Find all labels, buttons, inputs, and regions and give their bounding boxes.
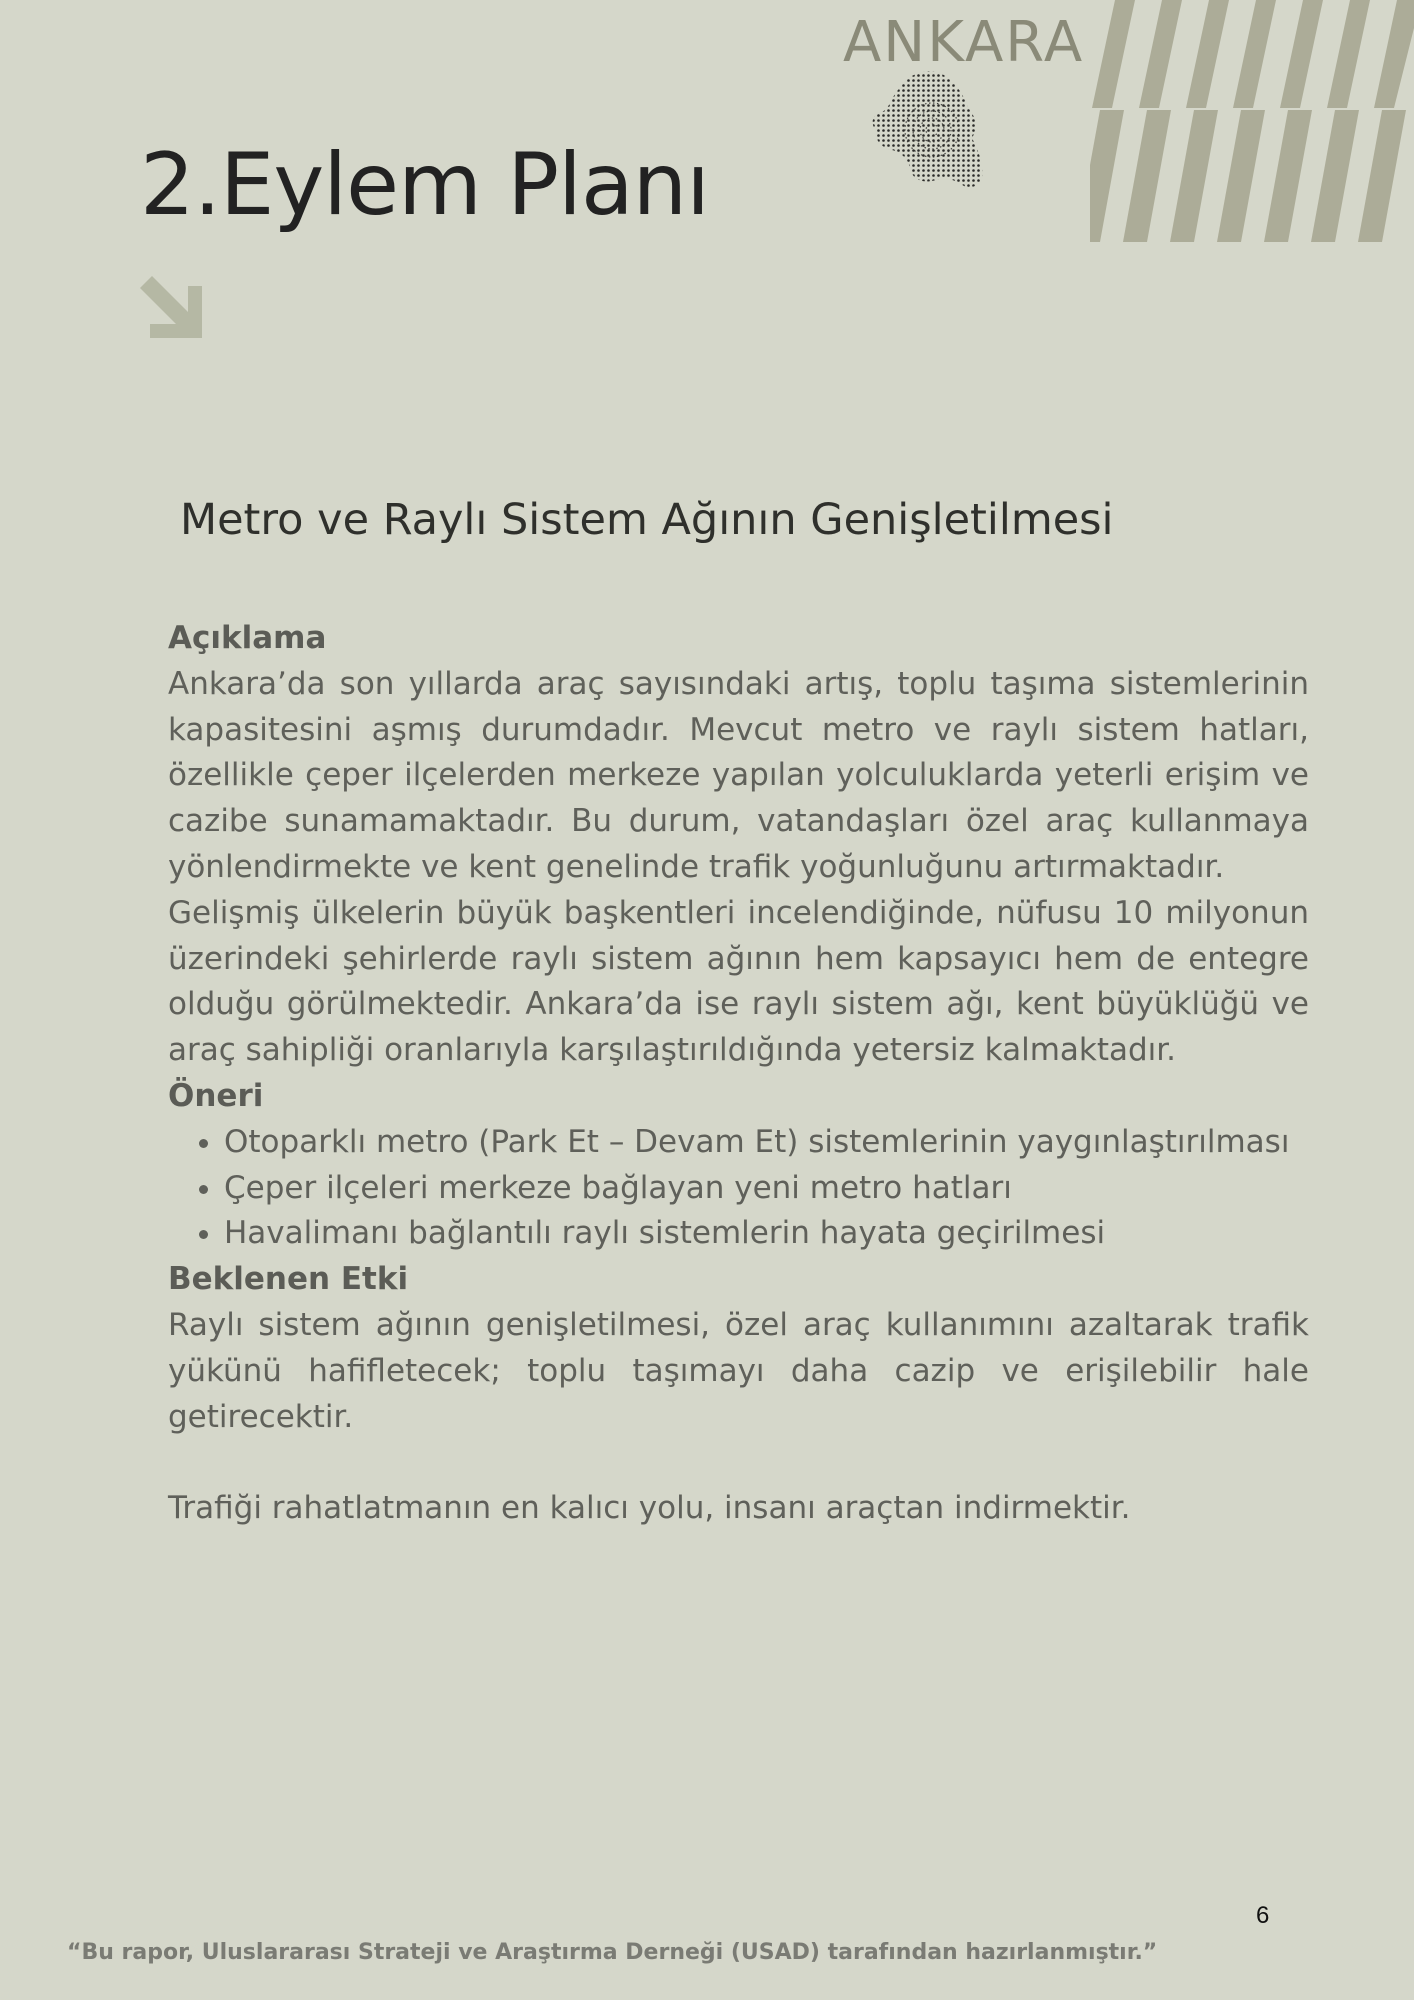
arrow-down-right-icon [140,276,206,342]
proposal-list [168,1120,1309,1257]
proposal-item: • Havalimanı bağlantılı raylı sistemlerin hayata geçirilmesi [224,1211,1309,1257]
description-heading: Açıklama [168,620,327,656]
proposal-item: • Otoparklı metro (Park Et – Devam Et) sistemlerinin yaygınlaştırılması [224,1120,1309,1166]
closing-line: Trafiği rahatlatmanın en kalıcı yolu, insanı araçtan indirmektir. [168,1490,1131,1527]
description-paragraph-2: Gelişmiş ülkelerin büyük başkentleri incelendiğinde, nüfusu 10 milyonun üzerindeki şehirlerde raylı sistem ağının hem kapsayıcı hem de entegre olduğu görülmektedir. Ankara’da ise raylı sistem ağı, kent büyüklüğü ve araç sahipliği oranlarıyla karşılaştırıldığında yetersiz kalmaktadır. [168,894,1309,1069]
footer-note: “Bu rapor, Uluslararası Strateji ve Araştırma Derneği (USAD) tarafından hazırlanmıştır.” [67,1940,1158,1965]
brand-wordmark: ANKARA [843,10,1085,75]
article-title: Metro ve Raylı Sistem Ağının Genişletilmesi [180,495,1114,545]
section-title: 2.Eylem Planı [140,135,710,235]
impact-paragraph: Raylı sistem ağının genişletilmesi, özel araç kullanımını azaltarak trafik yükünü hafifletecek; toplu taşımayı daha cazip ve erişilebilir hale getirecektir. [168,1306,1309,1435]
decorative-stripes [1090,0,1414,245]
paragraph-spacer [168,1440,1309,1486]
page-number: 6 [1256,1902,1270,1929]
proposal-heading: Öneri [168,1077,264,1114]
description-paragraph-1: Ankara’da son yıllarda araç sayısındaki artış, toplu taşıma sistemlerinin kapasitesini aşmış durumdadır. Mevcut metro ve raylı sistem hatları, özellikle çeper ilçelerden merkeze yapılan yolculuklarda yeterli erişim ve cazibe sunamamaktadır. Bu durum, vatandaşları özel araç kullanmaya yönlendirmekte ve kent genelinde trafik yoğunluğunu artırmaktadır. [168,665,1309,885]
impact-heading: Beklenen Etki [168,1261,409,1298]
proposal-item: • Çeper ilçeleri merkeze bağlayan yeni metro hatları [224,1166,1309,1212]
ankara-dot-map-icon [866,68,1002,196]
article-body [168,616,1309,1532]
